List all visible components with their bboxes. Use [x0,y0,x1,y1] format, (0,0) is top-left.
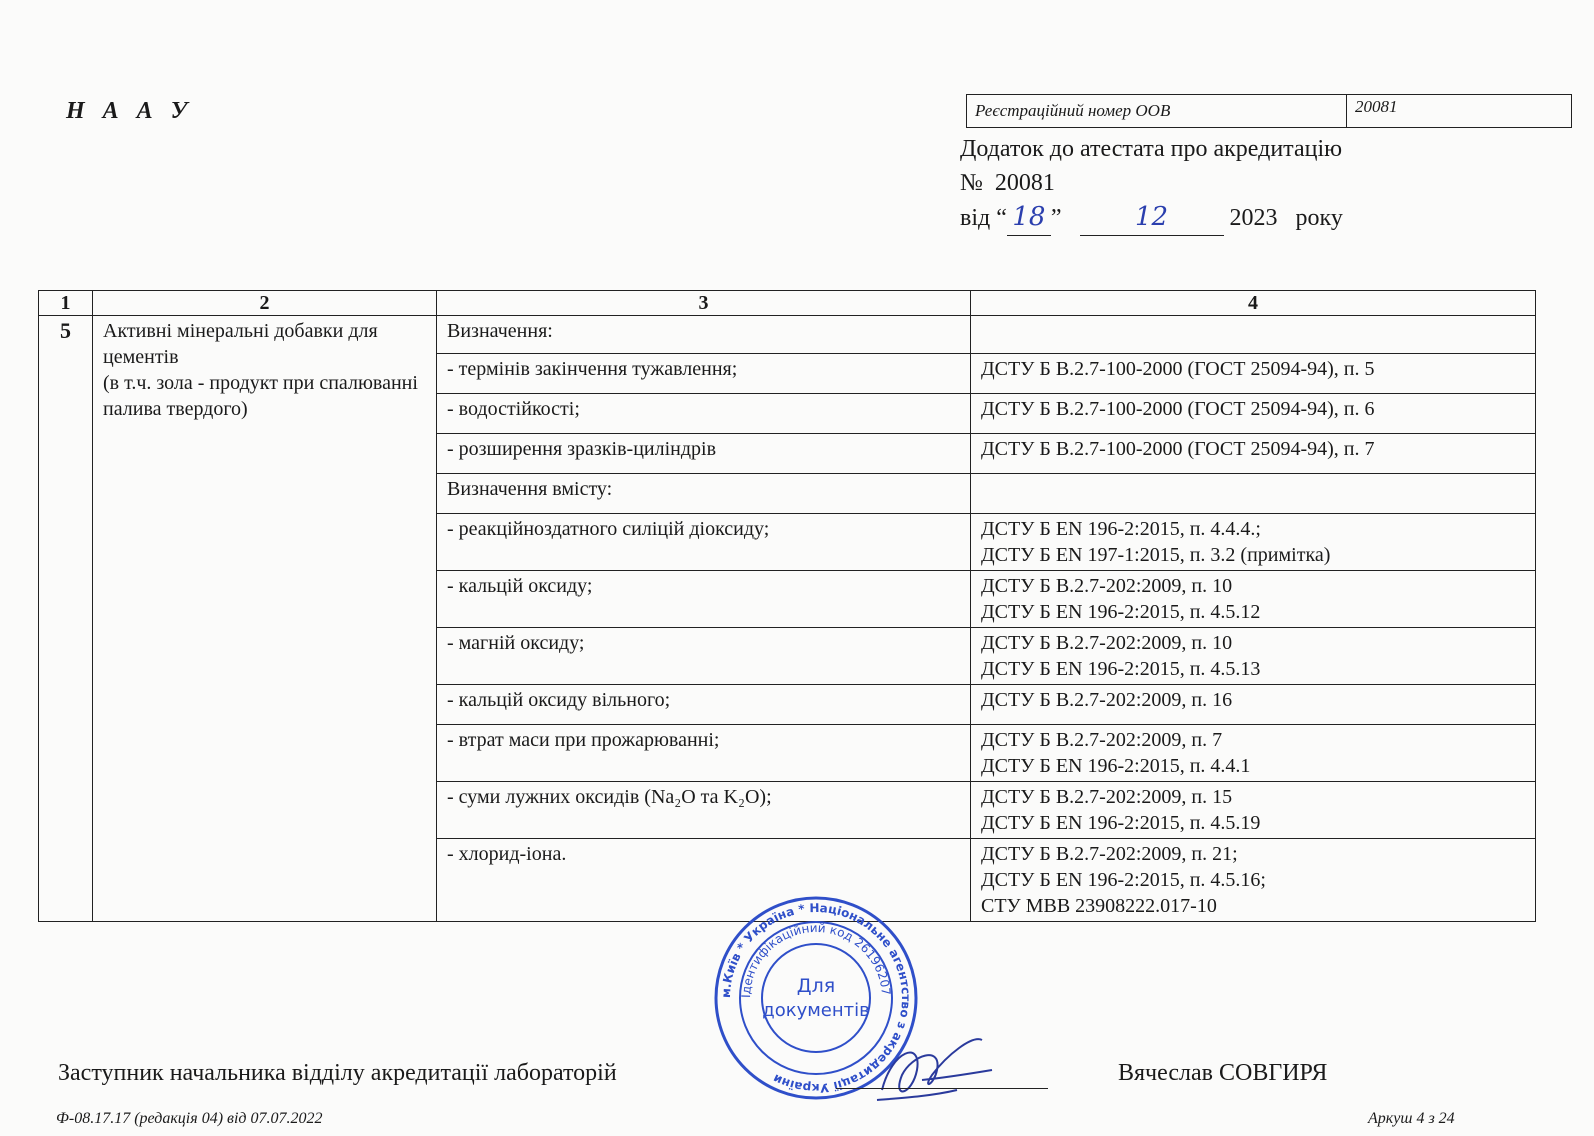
standard-cell [971,474,1536,514]
standard-reference: ДСТУ Б EN 196-2:2015, п. 4.5.12 [981,601,1261,623]
test-method: Визначення вмісту: [437,474,971,514]
annex-block [960,132,1343,236]
standard-reference: ДСТУ Б В.2.7-100-2000 (ГОСТ 25094-94), п. 5 [981,358,1375,380]
registration-box [966,94,1572,128]
signature-line [836,1088,1048,1089]
standard-reference: ДСТУ Б EN 196-2:2015, п. 4.5.19 [981,812,1261,834]
registration-label: Реєстраційний номер ООВ [967,95,1347,127]
org-abbreviation: Н А А У [66,98,194,124]
date-prefix: від “ [960,205,1007,231]
standard-cell [971,685,1536,725]
standard-cell [971,514,1536,571]
date-day: 18 [1012,202,1046,232]
test-method: - розширення зразків-циліндрів [437,434,971,474]
date-year-suffix: року [1295,205,1343,231]
standard-reference: ДСТУ Б EN 197-1:2015, п. 3.2 (примітка) [981,544,1331,566]
standard-reference: ДСТУ Б EN 196-2:2015, п. 4.4.4.; [981,518,1261,540]
test-method: - термінів закінчення тужавлення; [437,354,971,394]
product-line: Активні мінеральні добавки для цементів [103,320,378,368]
standard-reference: ДСТУ Б В.2.7-202:2009, п. 21; [981,843,1238,865]
header-col-4: 4 [971,291,1536,316]
accreditation-scope-table [38,290,1536,922]
test-method: - водостійкості; [437,394,971,434]
signer-name: Вячеслав СОВГИРЯ [1118,1060,1328,1086]
test-method: - кальцій оксиду; [437,571,971,628]
header-col-3: 3 [437,291,971,316]
standard-reference: ДСТУ Б EN 196-2:2015, п. 4.5.16; [981,869,1266,891]
test-method: - кальцій оксиду вільного; [437,685,971,725]
annex-title: Додаток до атестата про акредитацію [960,136,1343,162]
standard-reference: ДСТУ Б В.2.7-202:2009, п. 7 [981,729,1223,751]
signer-title: Заступник начальника відділу акредитації лабораторій [58,1060,617,1086]
standard-cell [971,354,1536,394]
product-name [93,316,437,922]
standard-reference: ДСТУ Б В.2.7-100-2000 (ГОСТ 25094-94), п. 7 [981,438,1375,460]
number-prefix: № [960,170,983,196]
standard-reference: ДСТУ Б В.2.7-202:2009, п. 16 [981,689,1233,711]
standard-cell [971,782,1536,839]
test-method: - хлорид-іона. [437,839,971,922]
annex-number: 20081 [994,170,1055,196]
standard-reference: ДСТУ Б EN 196-2:2015, п. 4.4.1 [981,755,1251,777]
stamp-outer-text: м.Київ * Україна * Національне агентство з акредитації України [718,900,914,1096]
standard-reference: СТУ МВВ 23908222.017-10 [981,895,1217,917]
standard-cell [971,434,1536,474]
product-line: (в т.ч. зола - продукт при спалюванні палива твердого) [103,372,418,420]
row-number: 5 [39,316,93,922]
stamp-center-line-1: Для [796,975,836,997]
standard-reference: ДСТУ Б В.2.7-202:2009, п. 10 [981,575,1233,597]
standard-cell [971,725,1536,782]
test-method: - суми лужних оксидів (Na₂O та K₂O); [437,782,971,839]
handwritten-signature [862,1030,1002,1110]
standard-cell [971,394,1536,434]
test-method: Визначення: [437,316,971,354]
standard-reference: ДСТУ Б В.2.7-100-2000 (ГОСТ 25094-94), п. 6 [981,398,1375,420]
stamp-inner-text: Ідентифікаційний код 26196207 [738,920,894,999]
header-col-2: 2 [93,291,437,316]
annex-number-line [960,166,1343,200]
standard-cell [971,839,1536,922]
table-row [39,316,1536,354]
registration-value: 20081 [1355,97,1398,116]
table-header-row [39,291,1536,316]
standard-cell [971,571,1536,628]
test-method: - магній оксиду; [437,628,971,685]
sheet-number: Аркуш 4 з 24 [1368,1110,1455,1127]
standard-reference: ДСТУ Б EN 196-2:2015, п. 4.5.13 [981,658,1261,680]
date-day-close: ” [1050,205,1062,231]
stamp-center-line-2: документів [762,1000,870,1021]
date-month: 12 [1134,202,1169,232]
standard-reference: ДСТУ Б В.2.7-202:2009, п. 10 [981,632,1233,654]
annex-date-line [960,200,1343,236]
standard-reference: ДСТУ Б В.2.7-202:2009, п. 15 [981,786,1233,808]
form-code: Ф-08.17.17 (редакція 04) від 07.07.2022 [56,1110,323,1127]
header-col-1: 1 [39,291,93,316]
standard-cell [971,628,1536,685]
test-method: - втрат маси при прожарюванні; [437,725,971,782]
standard-cell [971,316,1536,354]
test-method: - реакційноздатного силіцій діоксиду; [437,514,971,571]
date-year: 2023 [1229,205,1278,231]
